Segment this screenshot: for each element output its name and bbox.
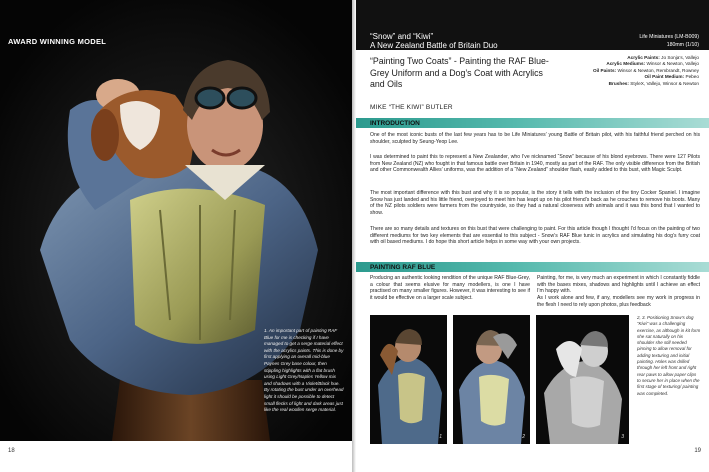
progress-photo-3: [536, 315, 629, 444]
progress-photo-1: [370, 315, 447, 444]
photo-caption: 1. An important part of painting RAF Blue for me is checking if I have managed to get a serge material effect with the acrylics paints. This is done by first applying an overall mid-blue Paynes Grey base colour, then stippling highlights with a flat brush using Light Grey/Naples Yellow mix and shadows with a Violet/Black hue. By rotating the bust under an overhead light it should be possible to detect small flecks of light and dark areas just like the real woollen serge material.: [264, 328, 344, 413]
intro-heading-bar: [356, 118, 709, 128]
materials-row: Acrylic Mediums: Winsor & Newton, Vallejo: [606, 61, 699, 67]
intro-paragraph: I was determined to paint this to represent a New Zealander, who I’ve nicknamed “Snow” because of his blond eyebrows. There were 127 Pilots from New Zealand (NZ) who fought in that famous battle over Britain in 1940, mostly as part of the RAF. The only visible difference from the British and other Commonwealth Allies’ uniforms, was the addition of a “New Zealand” shoulder flash, easily added to this bust, with Magic Sculpt.: [370, 154, 700, 174]
progress-photo-2: [453, 315, 530, 444]
photo-number: 2: [522, 434, 525, 440]
materials-row: Oil Paints: Winsor & Newton, Rembrandt, Rowney: [592, 67, 699, 73]
photo-number: 1: [439, 434, 442, 440]
photo-illustration: [370, 315, 447, 444]
intro-heading: INTRODUCTION: [370, 119, 420, 127]
materials-list: [549, 55, 699, 87]
author-byline: MIKE “THE KIWI” BUTLER: [370, 104, 453, 111]
article-title: “Snow” and “Kiwi”: [370, 32, 434, 41]
photo-caption: 2, 3. Positioning Snow’s dog “Kiwi” was a challenging exercise, as although in kit form she sat naturally on his shoulder she still needed pinning to allow removal for adding texturing and initial painting. Holes was drilled through her left front and right rear paws to allow paper clips to secure her in place when the first stage of texturing/ painting was completed.: [637, 315, 701, 396]
kit-scale: 180mm (1/10): [666, 42, 699, 48]
kit-reference: Life Miniatures (LM-B009): [639, 34, 699, 40]
left-page: [0, 0, 352, 472]
photo-illustration: [453, 315, 530, 444]
materials-row: Acrylic Paints: Jo Sonja’s, Vallejo: [627, 55, 699, 60]
section-header: [0, 35, 352, 51]
title-band: [356, 0, 709, 50]
intro-paragraph: The most important difference with this bust and why it is so popular, is the story it tells with the inclusion of the tiny Cocker Spaniel. I imagine Snow has just landed and his little friend, overjoyed to meet him has leapt up on his pilot friend’s back as he crouches to remove his boots. Many of the NZ pilots soldiers were farmers from the countryside, so they had a natural closeness with animals and it was this bond that I wanted to show.: [370, 190, 700, 217]
page-number: 18: [8, 448, 15, 454]
intro-paragraph: One of the most iconic busts of the last few years has to be Life Miniatures’ young Battle of Britain pilot, with his faithful friend perched on his shoulder, sculpted by Seung-Yeop Lee.: [370, 132, 700, 145]
right-page: [356, 0, 709, 472]
award-label: AWARD WINNING MODEL: [8, 37, 107, 46]
photo-illustration: [536, 315, 629, 444]
article-title-line2: A New Zealand Battle of Britain Duo: [370, 41, 498, 50]
materials-row: Oil Paint Medium: Pebeo: [644, 74, 699, 80]
materials-row: Brushes: StyleX, Vallejo, Winsor & Newton: [608, 80, 699, 86]
page-number: 19: [694, 448, 701, 454]
photo-number: 3: [621, 434, 624, 440]
column-2-text: Painting, for me, is very much an experiment in which I constantly fiddle with the bases mixes, shadows and highlights until I achieve an effect I’m happy with. As I work alone and few, if any, modellers see my work in progress in the flesh I need to rely upon photos, plus feedback: [537, 275, 700, 308]
article-subtitle: “Painting Two Coats” - Painting the RAF Blue-Grey Uniform and a Dog’s Coat with Acrylics and Oils: [370, 56, 549, 89]
intro-paragraph: There are so many details and textures on this bust that were challenging to paint. For this article though I thought I’d focus on the painting of two different mediums for two key elements that are essential to this subject - Snow’s RAF Blue tunic in acrylics and simulating his dog’s furry coat with oil based mediums. I do hope this short article helps in some way with your own projects.: [370, 226, 700, 246]
column-1-text: Producing an authentic looking rendition of the unique RAF Blue-Grey, a colour that seems elusive for many modellers, is one I have practised on many smaller figures. However, it was interesting to see if it would be effective on a larger scale subject.: [370, 275, 530, 302]
section-heading-bar: [356, 262, 709, 272]
section-heading: PAINTING RAF BLUE: [370, 263, 436, 271]
